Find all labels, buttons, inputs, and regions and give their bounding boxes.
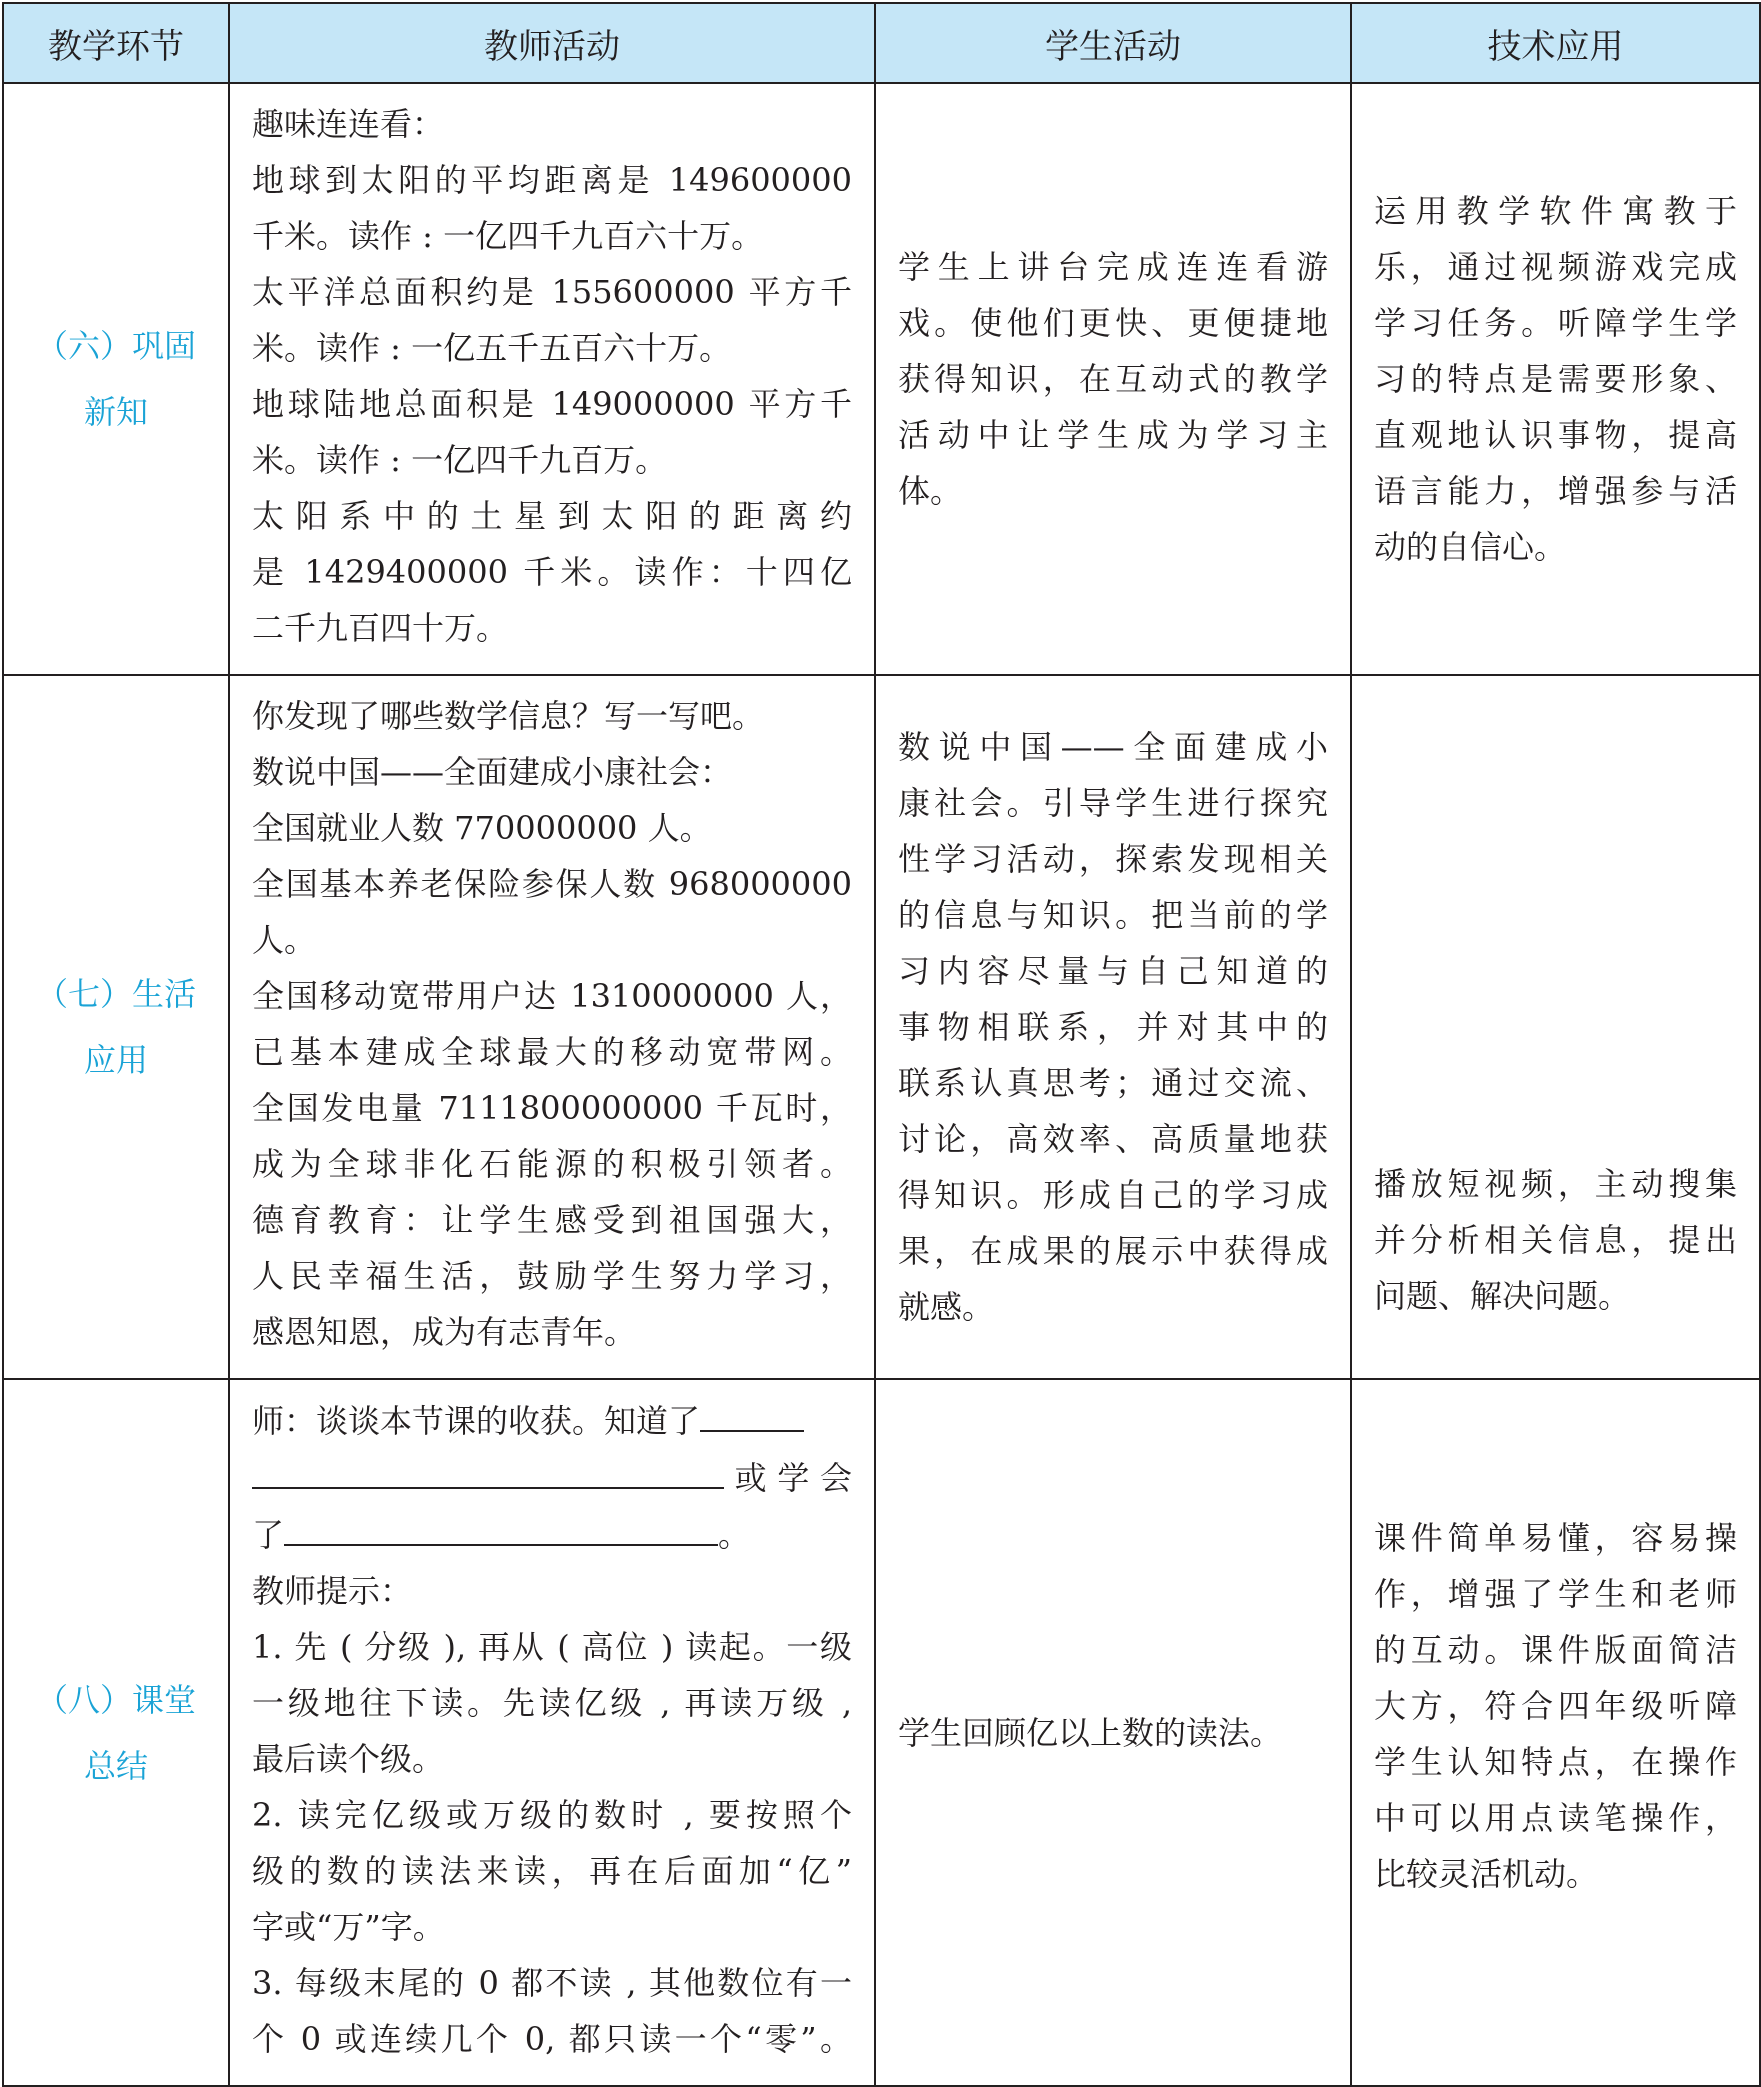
teacher-activity-cell: [229, 83, 875, 675]
text-line: 中可以用点读笔操作，: [1374, 1799, 1737, 1837]
text-line: 人民幸福生活，鼓励学生努力学习，: [252, 1257, 852, 1295]
text-line: 地球陆地总面积是 149000000 平方千: [252, 385, 852, 423]
text-line: 戏。使他们更快、更便捷地: [898, 304, 1328, 342]
text-line: 并分析相关信息，提出: [1374, 1221, 1737, 1259]
text-line: 获得知识，在互动式的教学: [898, 360, 1328, 398]
text-line: 的信息与知识。把当前的学: [898, 896, 1328, 934]
table-row: [3, 675, 1760, 1379]
text-line: 太平洋总面积约是 155600000 平方千: [252, 273, 852, 311]
text-line: 全国移动宽带用户达 1310000000 人，: [252, 977, 852, 1015]
prompt-text: 或学会: [724, 1459, 852, 1497]
stage-label: 总结: [83, 1746, 148, 1785]
text-line: 学生上讲台完成连连看游: [898, 248, 1328, 286]
stage-label: （六）巩固: [35, 327, 196, 365]
text-line: 字或“万”字。: [252, 1908, 445, 1946]
text-line: 你发现了哪些数学信息？写一写吧。: [252, 697, 765, 735]
text-line: 千米。读作 : 一亿四千九百六十万。: [252, 217, 764, 255]
text-line: 已基本建成全球最大的移动宽带网。: [252, 1033, 852, 1071]
text-line: 问题、解决问题。: [1374, 1277, 1631, 1315]
table-row: [3, 83, 1760, 675]
stage-cell: [3, 675, 229, 1379]
header-student-activity: 学生活动: [875, 3, 1351, 83]
text-line: 数说中国——全面建成小: [898, 728, 1328, 766]
header-teacher-activity: 教师活动: [229, 3, 875, 83]
student-activity-cell: [875, 1379, 1351, 2086]
text-line: [252, 1392, 852, 1449]
teacher-activity-cell: [229, 675, 875, 1379]
text-line: 康社会。引导学生进行探究: [898, 784, 1328, 822]
stage-label: 应用: [83, 1041, 148, 1079]
stage-cell: [3, 1379, 229, 2086]
text-line: 性学习活动，探索发现相关: [898, 840, 1328, 878]
text-line: 得知识。形成自己的学习成: [898, 1176, 1328, 1214]
stage-label: （八）课堂: [35, 1680, 196, 1719]
stage-cell: [3, 83, 229, 675]
text-line: 乐，通过视频游戏完成: [1374, 248, 1737, 286]
header-tech-application: 技术应用: [1351, 3, 1760, 83]
text-line: 二千九百四十万。: [252, 609, 509, 647]
prompt-text: 了: [252, 1516, 285, 1554]
text-line: 趣味连连看：: [252, 105, 445, 143]
student-activity-cell: [875, 675, 1351, 1379]
text-line: 果，在成果的展示中获得成: [898, 1232, 1328, 1270]
text-line: 事物相联系，并对其中的: [898, 1008, 1328, 1046]
tech-application-cell: [1351, 83, 1760, 675]
header-stage: 教学环节: [3, 3, 229, 83]
text-line: 学生认知特点，在操作: [1374, 1743, 1737, 1781]
text-line: 是 1429400000 千米。读作：十四亿: [252, 553, 852, 591]
text-line: 的互动。课件版面简洁: [1374, 1631, 1737, 1669]
text-line: 课件简单易懂，容易操: [1374, 1519, 1737, 1557]
text-line: 联系认真思考；通过交流、: [898, 1064, 1328, 1102]
text-line: 就感。: [898, 1288, 995, 1326]
fill-blank: [284, 1506, 718, 1546]
table-row: [3, 1379, 1760, 2086]
text-line: 1. 先 ( 分级 ), 再从 ( 高位 ) 读起。一级: [252, 1628, 852, 1666]
stage-label: 新知: [83, 393, 148, 431]
text-line: 大方，符合四年级听障: [1374, 1687, 1737, 1725]
text-line: 感恩知恩，成为有志青年。: [252, 1313, 637, 1351]
text-line: 习内容尽量与自己知道的: [898, 952, 1328, 990]
text-line: 太阳系中的土星到太阳的距离约: [252, 497, 852, 535]
text-line: 播放短视频，主动搜集: [1374, 1165, 1737, 1203]
student-activity-cell: [875, 83, 1351, 675]
text-line: 全国基本养老保险参保人数 968000000: [252, 865, 852, 903]
teacher-activity-cell: [229, 1379, 875, 2086]
fill-blank: [700, 1392, 804, 1432]
text-line: 地球到太阳的平均距离是 149600000: [252, 161, 852, 199]
text-line: 数说中国——全面建成小康社会：: [252, 753, 733, 791]
text-line: 级的数的读法来读，再在后面加“亿”: [252, 1852, 852, 1890]
text-line: [252, 1449, 852, 1506]
text-line: 学习任务。听障学生学: [1374, 304, 1737, 342]
text-line: 比较灵活机动。: [1374, 1855, 1599, 1893]
tech-application-cell: [1351, 675, 1760, 1379]
text-line: 体。: [898, 472, 963, 510]
prompt-text: 。: [718, 1516, 751, 1554]
text-line: [252, 1506, 852, 1563]
text-line: 运用教学软件寓教于: [1374, 192, 1737, 230]
text-line: 活动中让学生成为学习主: [898, 416, 1328, 454]
text-line: 2. 读完亿级或万级的数时 , 要按照个: [252, 1796, 852, 1834]
tech-application-cell: [1351, 1379, 1760, 2086]
text-line: 一级地往下读。先读亿级 , 再读万级 ,: [252, 1684, 852, 1722]
text-line: 全国就业人数 770000000 人。: [252, 809, 712, 847]
header-row: [3, 3, 1760, 83]
text-line: 3. 每级末尾的 0 都不读 , 其他数位有一: [252, 1964, 852, 2002]
text-line: 人。: [252, 921, 317, 959]
text-line: 个 0 或连续几个 0, 都只读一个“零”。: [252, 2020, 852, 2058]
text-line: 德育教育：让学生感受到祖国强大，: [252, 1201, 852, 1239]
text-line: 作，增强了学生和老师: [1374, 1575, 1737, 1613]
text-line: 全国发电量 7111800000000 千瓦时，: [252, 1089, 852, 1127]
text-line: 语言能力，增强参与活: [1374, 472, 1737, 510]
text-line: 习的特点是需要形象、: [1374, 360, 1737, 398]
text-line: 最后读个级。: [252, 1740, 445, 1778]
text-line: 教师提示：: [252, 1572, 413, 1610]
stage-label: （七）生活: [35, 975, 196, 1013]
text-line: 直观地认识事物，提高: [1374, 416, 1737, 454]
text-line: 学生回顾亿以上数的读法。: [898, 1713, 1283, 1752]
fill-blank: [252, 1449, 724, 1489]
text-line: 米。读作 : 一亿五千五百六十万。: [252, 329, 732, 367]
text-line: 动的自信心。: [1374, 528, 1567, 566]
lesson-plan-table: [2, 2, 1761, 2087]
prompt-text: 师：谈谈本节课的收获。知道了: [252, 1402, 701, 1440]
text-line: 米。读作 : 一亿四千九百万。: [252, 441, 668, 479]
text-line: 讨论，高效率、高质量地获: [898, 1120, 1328, 1158]
text-line: 成为全球非化石能源的积极引领者。: [252, 1145, 852, 1183]
